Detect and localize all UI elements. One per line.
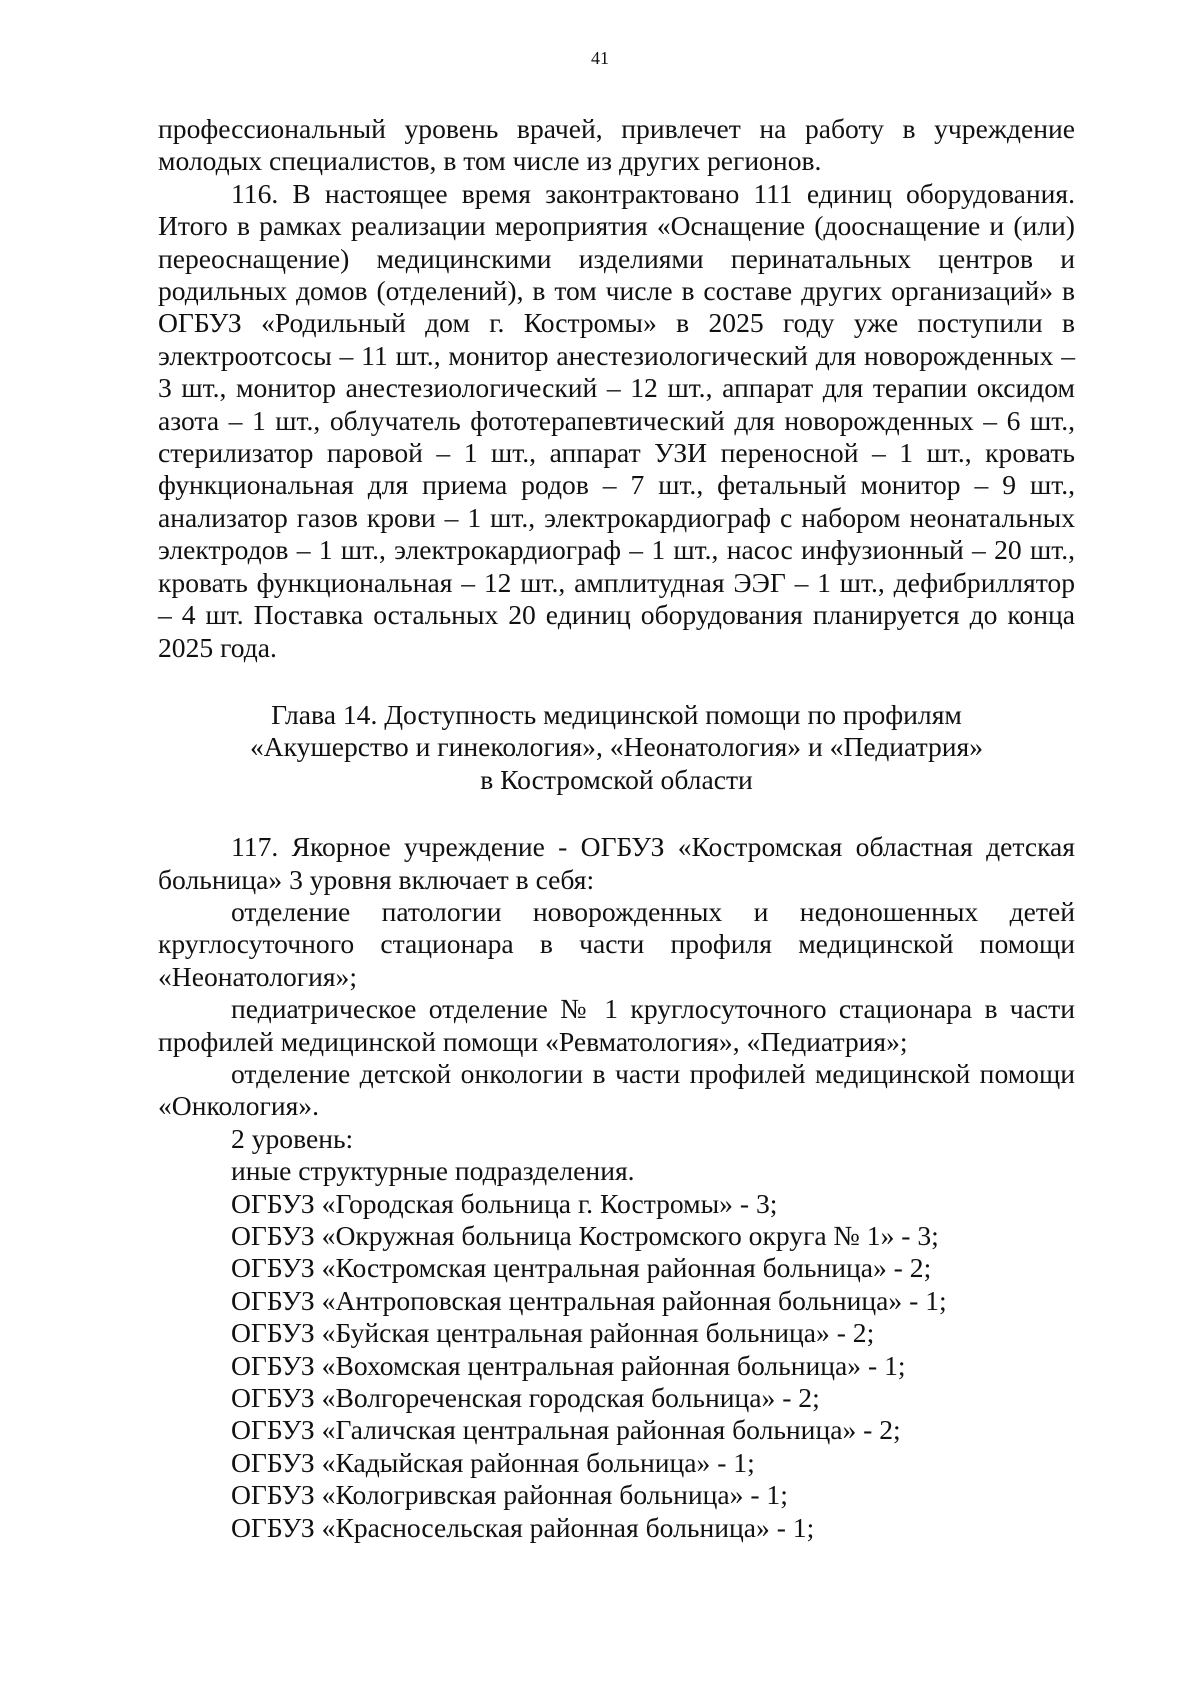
paragraph-oncology-department: отделение детской онкологии в части профилей медицинской помощи «Онкология».: [158, 1057, 1075, 1122]
hospital-list: [158, 1123, 1075, 1544]
chapter-title: [158, 699, 1075, 796]
list-item: ОГБУЗ «Антроповская центральная районная больница» - 1;: [231, 1284, 947, 1316]
paragraph-117: 117. Якорное учреждение - ОГБУЗ «Костромская областная детская больница» 3 уровня включает в себя:: [158, 831, 1075, 895]
list-item: ОГБУЗ «Городская больница г. Костромы» - 3;: [231, 1187, 778, 1219]
list-item: 2 уровень:: [231, 1122, 354, 1154]
list-item: ОГБУЗ «Галичская центральная районная больница» - 2;: [231, 1414, 901, 1446]
page-number: 41: [591, 48, 609, 68]
paragraph-neonatology-department: отделение патологии новорожденных и недоношенных детей круглосуточного стационара в части профиля медицинской помощи «Неонатология»;: [158, 895, 1075, 992]
list-item: ОГБУЗ «Красносельская районная больница» - 1;: [231, 1511, 815, 1543]
list-item: ОГБУЗ «Буйская центральная районная больница» - 2;: [231, 1317, 875, 1349]
list-item: ОГБУЗ «Кологривская районная больница» - 1;: [231, 1479, 788, 1511]
paragraph-pediatric-department: педиатрическое отделение № 1 круглосуточного стационара в части профилей медицинской помощи «Ревматология», «Педиатрия»;: [158, 993, 1075, 1057]
chapter-title-line-2: «Акушерство и гинекология», «Неонатология» и «Педиатрия»: [249, 731, 984, 763]
list-item: ОГБУЗ «Вохомская центральная районная больница» - 1;: [231, 1349, 906, 1381]
document-body: [158, 113, 1075, 1544]
paragraph-continuation: профессиональный уровень врачей, привлечет на работу в учреждение молодых специалистов, в том числе из других регионов.: [158, 113, 1075, 177]
list-item: иные структурные подразделения.: [231, 1155, 635, 1187]
list-item: ОГБУЗ «Волгореченская городская больница» - 2;: [231, 1382, 820, 1414]
chapter-title-line-1: Глава 14. Доступность медицинской помощи по профилям: [271, 698, 962, 730]
list-item: ОГБУЗ «Кадыйская районная больница» - 1;: [231, 1446, 755, 1478]
list-item: ОГБУЗ «Окружная больница Костромского округа № 1» - 3;: [231, 1220, 939, 1251]
paragraph-116: 116. В настоящее время законтрактовано 111 единиц оборудования. Итого в рамках реализации мероприятия «Оснащение (дооснащение и (или) переоснащение) медицинскими изделиями перинатальных центров и родильных домов (отделений), в том числе в составе других организаций» в ОГБУЗ «Родильный дом г. Костромы» в 2025 году уже поступили в электроотсосы – 11 шт., монитор анестезиологический для новорожденных – 3 шт., монитор анестезиологический – 12 шт., аппарат для терапии оксидом азота – 1 шт., облучатель фототерапевтический для новорожденных – 6 шт., стерилизатор паровой – 1 шт., аппарат УЗИ переносной – 1 шт., кровать функциональная для приема родов – 7 шт., фетальный монитор – 9 шт., анализатор газов крови – 1 шт., электрокардиограф с набором неонатальных электродов – 1 шт., электрокардиограф – 1 шт., насос инфузионный – 20 шт., кровать функциональная – 12 шт., амплитудная ЭЭГ – 1 шт., дефибриллятор – 4 шт. Поставка остальных 20 единиц оборудования планируется до конца 2025 года.: [158, 177, 1075, 663]
list-item: ОГБУЗ «Костромская центральная районная больница» - 2;: [231, 1252, 932, 1284]
chapter-title-line-3: в Костромской области: [480, 763, 753, 795]
